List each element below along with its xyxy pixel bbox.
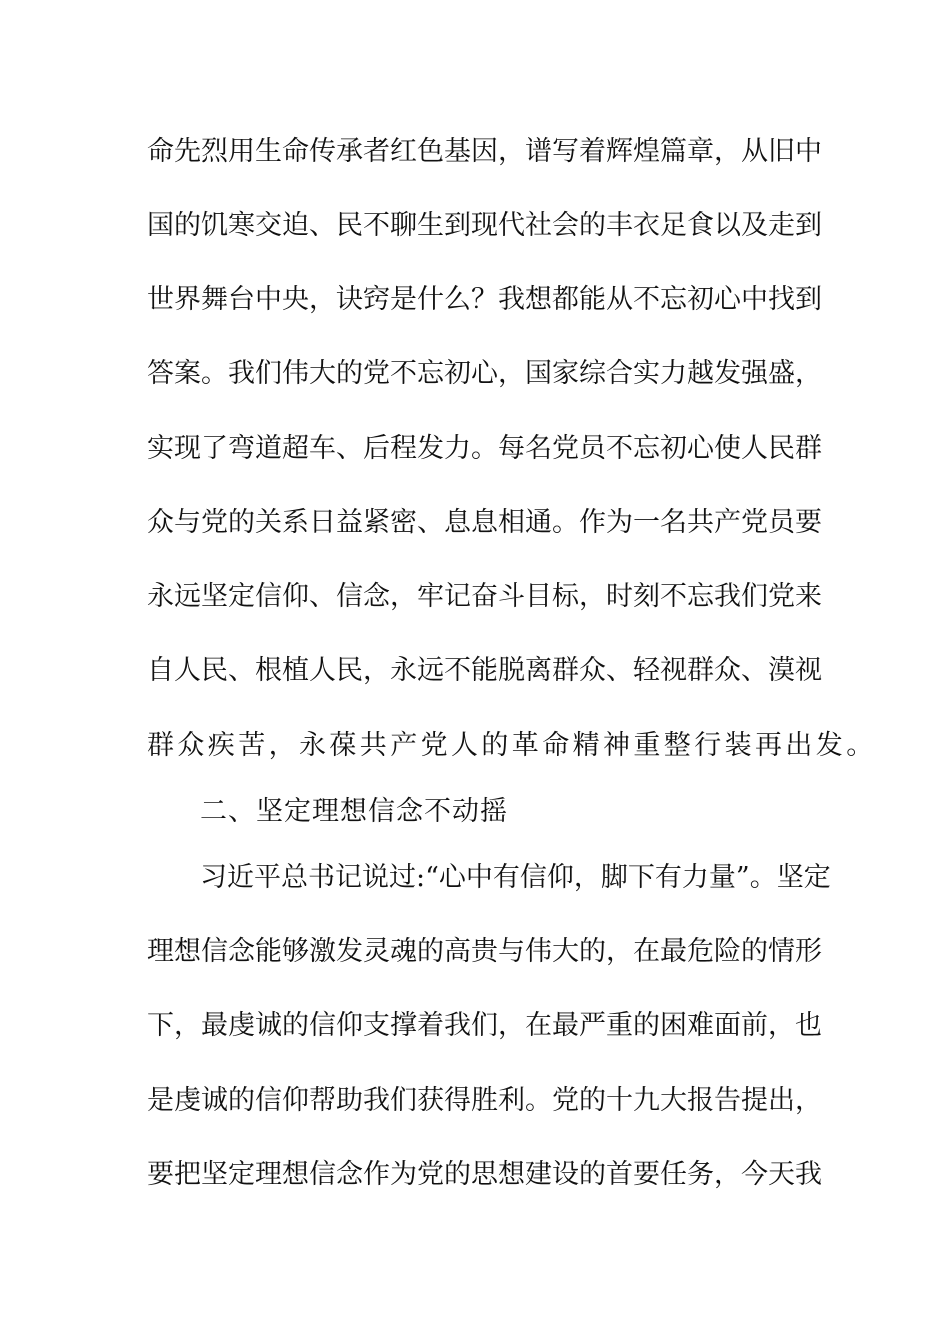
body-text-line: 实现了弯道超车、后程发力。每名党员不忘初心使人民群: [147, 433, 822, 464]
body-text-line: 国的饥寒交迫、民不聊生到现代社会的丰衣足食以及走到: [147, 210, 822, 241]
body-text-line: 世界舞台中央，诀窍是什么？我想都能从不忘初心中找到: [147, 284, 822, 315]
body-text-line: 群众疾苦，永葆共产党人的革命精神重整行装再出发。: [147, 730, 877, 761]
body-text-line: 永远坚定信仰、信念，牢记奋斗目标，时刻不忘我们党来: [147, 581, 822, 612]
body-text-line: 是虔诚的信仰帮助我们获得胜利。党的十九大报告提出，: [147, 1085, 822, 1116]
body-text-line: 要把坚定理想信念作为党的思想建设的首要任务，今天我: [147, 1159, 822, 1190]
body-text-line: 习近平总书记说过:“心中有信仰，脚下有力量”。坚定: [200, 862, 831, 893]
section-heading: 二、坚定理想信念不动摇: [200, 796, 508, 827]
body-text-line: 答案。我们伟大的党不忘初心，国家综合实力越发强盛，: [147, 358, 822, 389]
body-text-line: 下，最虔诚的信仰支撑着我们，在最严重的困难面前，也: [147, 1010, 822, 1041]
body-text-line: 众与党的关系日益紧密、息息相通。作为一名共产党员要: [147, 507, 822, 538]
body-text-line: 命先烈用生命传承者红色基因，谱写着辉煌篇章，从旧中: [147, 136, 822, 167]
body-text-line: 自人民、根植人民，永远不能脱离群众、轻视群众、漠视: [147, 655, 822, 686]
body-text-line: 理想信念能够激发灵魂的高贵与伟大的，在最危险的情形: [147, 936, 822, 967]
